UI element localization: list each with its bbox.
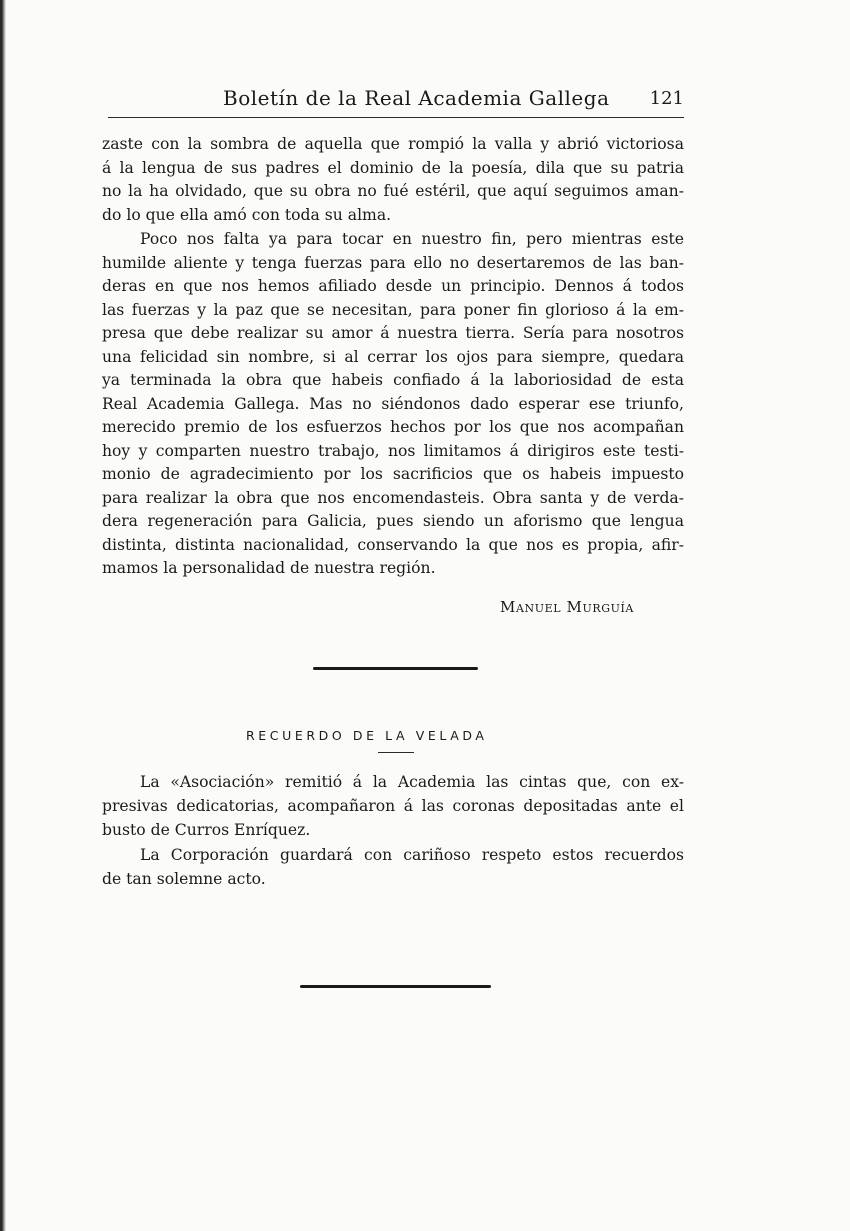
paragraph-2-line-4: las fuerzas y la paz que se necesitan, para poner fin glorioso á la em- bbox=[102, 300, 684, 319]
paragraph-2-line-7: ya terminada la obra que habeis confiado á la laboriosidad de esta bbox=[102, 371, 684, 389]
paragraph-2-line-12: para realizar la obra que nos encomendasteis. Obra santa y de verda- bbox=[102, 488, 684, 507]
paragraph-2-line-9: merecido premio de los esfuerzos hechos por los que nos acompañan bbox=[102, 418, 684, 436]
journal-title: Boletín de la Real Academia Gallega bbox=[223, 86, 610, 110]
paragraph-2-line-14: distinta, distinta nacionalidad, conservando la que nos es propia, afir- bbox=[102, 535, 684, 554]
paragraph-2-line-3: deras en que nos hemos afiliado desde un principio. Dennos á todos bbox=[102, 277, 684, 295]
section-paragraph-1-line-1: La «Asociación» remitió á la Academia las cintas que, con ex- bbox=[140, 773, 684, 791]
paragraph-2-line-13: dera regeneración para Galicia, pues siendo un aforismo que lengua bbox=[102, 512, 684, 530]
page-binding-edge bbox=[0, 0, 6, 1231]
paragraph-2-line-2: humilde aliente y tenga fuerzas para ello no desertaremos de las ban- bbox=[102, 253, 684, 272]
paragraph-1-line-3: no la ha olvidado, que su obra no fué estéril, que aquí seguimos aman- bbox=[102, 182, 684, 200]
heading-underline bbox=[378, 752, 414, 753]
author-signature: Manuel Murguía bbox=[500, 598, 634, 616]
paragraph-2-line-1: Poco nos falta ya para tocar en nuestro fin, pero mientras este bbox=[140, 230, 684, 248]
paragraph-1-line-2: á la lengua de sus padres el dominio de la poesía, dila que su patria bbox=[102, 158, 684, 177]
page-number: 121 bbox=[649, 88, 684, 109]
section-divider bbox=[313, 667, 478, 670]
paragraph-1-line-4: do lo que ella amó con toda su alma. bbox=[102, 205, 392, 224]
section-heading: RECUERDO DE LA VELADA bbox=[246, 728, 488, 743]
paragraph-2-line-15: mamos la personalidad de nuestra región. bbox=[102, 559, 436, 577]
paragraph-2-line-6: una felicidad sin nombre, si al cerrar los ojos para siempre, quedara bbox=[102, 347, 684, 366]
paragraph-1-line-1: zaste con la sombra de aquella que rompió la valla y abrió victoriosa bbox=[102, 135, 684, 153]
section-paragraph-1-line-3: busto de Curros Enríquez. bbox=[102, 821, 311, 839]
end-divider bbox=[300, 985, 491, 988]
running-header bbox=[108, 86, 684, 116]
paragraph-2-line-11: monio de agradecimiento por los sacrificios que os habeis impuesto bbox=[102, 465, 684, 483]
header-rule bbox=[108, 117, 684, 118]
paragraph-2-line-8: Real Academia Gallega. Mas no siéndonos dado esperar ese triunfo, bbox=[102, 394, 684, 413]
section-paragraph-2-line-2: de tan solemne acto. bbox=[102, 870, 266, 888]
section-paragraph-2-line-1: La Corporación guardará con cariñoso respeto estos recuerdos bbox=[140, 846, 684, 864]
section-paragraph-1-line-2: presivas dedicatorias, acompañaron á las coronas depositadas ante el bbox=[102, 797, 684, 815]
paragraph-2-line-5: presa que debe realizar su amor á nuestra tierra. Sería para nosotros bbox=[102, 324, 684, 342]
paragraph-2-line-10: hoy y comparten nuestro trabajo, nos limitamos á dirigiros este testi- bbox=[102, 441, 684, 460]
